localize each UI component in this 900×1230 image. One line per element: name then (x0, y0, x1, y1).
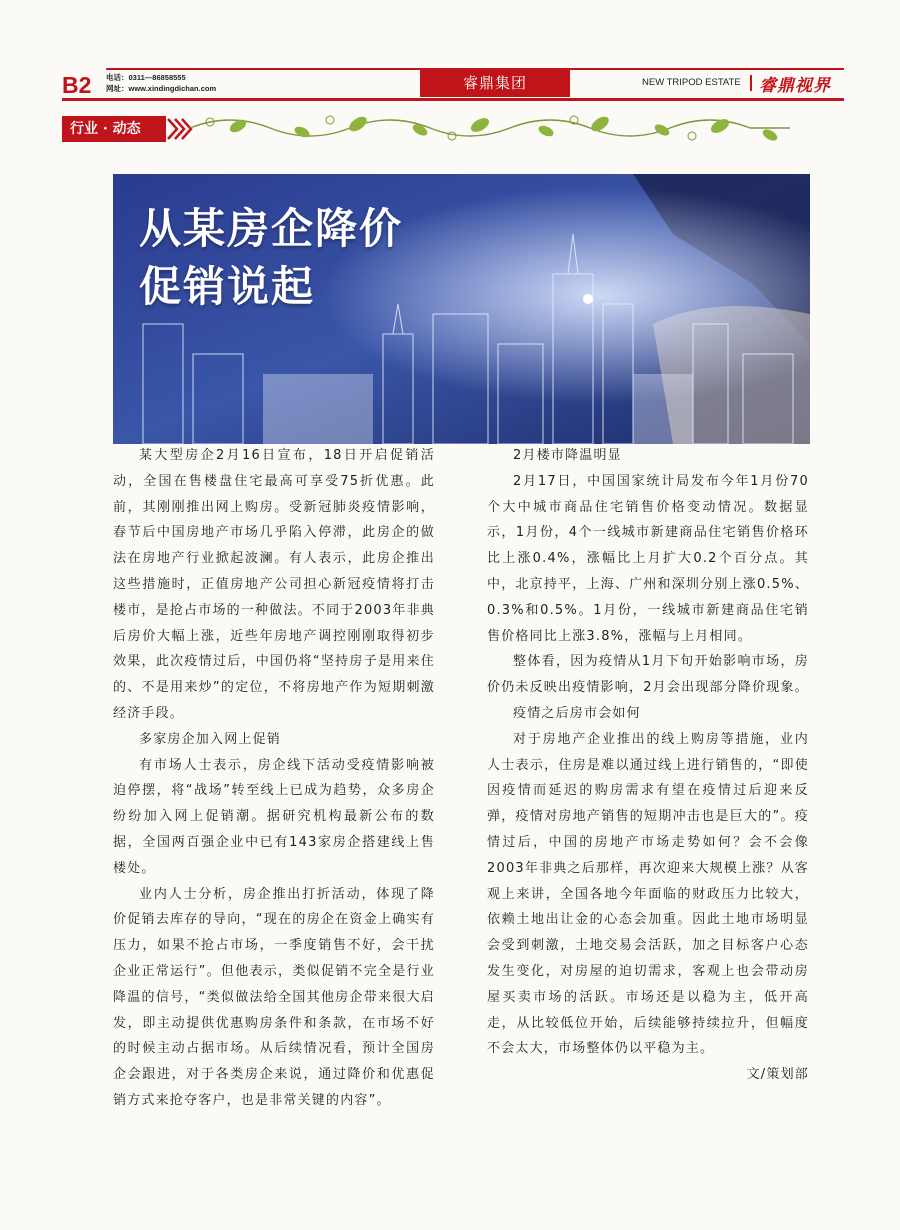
paragraph: 整体看，因为疫情从1月下旬开始影响市场，房价仍未反映出疫情影响，2月会出现部分降价现象。 (487, 654, 809, 696)
paragraph: 有市场人士表示，房企线下活动受疫情影响被迫停摆，将“战场”转至线上已成为趋势，众多房企纷纷加入网上促销潮。据研究机构最新公布的数据，全国两百强企业中已有143家房企搭建线上售楼处。 (113, 757, 435, 876)
article-column-left (113, 443, 435, 1114)
brand-label: 睿鼎集团 (420, 69, 570, 97)
subheading: 疫情之后房市会如何 (513, 705, 641, 721)
subheading: 2月楼市降温明显 (513, 448, 622, 463)
contact-info (106, 72, 216, 94)
hero-title-line1: 从某房企降价 (139, 204, 404, 253)
hero-title (139, 200, 403, 316)
subheading: 多家房企加入网上促销 (139, 731, 282, 747)
page-number: B2 (62, 72, 92, 98)
magazine-logo: 睿鼎视界 (759, 76, 831, 96)
paragraph: 业内人士分析，房企推出打折活动，体现了降价促销去库存的导向，“现在的房企在资金上确实有压力，如果不抢占市场，一季度销售不好，会干扰企业正常运行”。但他表示，类似促销不完全是行业降温的信号，“类似做法给全国其他房企带来很大启发，即主动提供优惠购房条件和条款，在市场不好的时候主动占据市场。从后续情况看，预计全国房企会跟进，对于各类房企来说，通过降价和优惠促销方式来抢夺客户，也是非常关键的内容”。 (113, 886, 435, 1108)
leaf-vine-decoration (190, 108, 790, 148)
header-bottom-rule (62, 98, 844, 101)
article-column-right (487, 443, 809, 1088)
page-header (62, 68, 844, 100)
paragraph: 某大型房企2月16日宣布，18日开启促销活动，全国在售楼盘住宅最高可享受75折优惠。此前，其刚刚推出网上购房。受新冠肺炎疫情影响，春节后中国房地产市场几乎陷入停滞，此房企的做法在房地产行业掀起波澜。有人表示，此房企推出这些措施时，正值房地产公司担心新冠疫情将打击楼市，是抢占市场的一种做法。不同于2003年非典后房价大幅上涨，近些年房地产调控刚刚取得初步效果，此次疫情过后，中国仍将“坚持房子是用来住的、不是用来炒”的定位，不将房地产作为短期刺激经济手段。 (113, 448, 435, 721)
website-text: 网址：www.xindingdichan.com (106, 84, 217, 93)
paragraph: 2月17日，中国国家统计局发布今年1月份70个大中城市商品住宅销售价格变动情况。数据显示，1月份，4个一线城市新建商品住宅销售价格环比上涨0.4%，涨幅比上月扩大0.2个百分点。其中，北京持平，上海、广州和深圳分别上涨0.5%、0.3%和0.5%。1月份，一线城市新建商品住宅销售价格同比上涨3.8%，涨幅与上月相同。 (487, 473, 809, 644)
paragraph: 对于房地产企业推出的线上购房等措施，业内人士表示，住房是难以通过线上进行销售的，“即使因疫情而延迟的购房需求有望在疫情过后迎来反弹，疫情对房地产销售的短期冲击也是巨大的”。疫情过后，中国的房地产市场走势如何？会不会像2003年非典之后那样，再次迎来大规模上涨？从客观上来讲，全国各地今年面临的财政压力比较大，依赖土地出让金的心态会加重。因此土地市场明显会受到刺激，土地交易会活跃，加之目标客户心态发生变化，对房屋的迫切需求，客观上也会带动房屋买卖市场的活跃。市场还是以稳为主，低开高走，从比较低位开始，后续能够持续拉升，但幅度不会太大，市场整体仍以平稳为主。 (487, 731, 809, 1057)
phone-text: 电话：0311—86858555 (106, 73, 186, 82)
header-divider (750, 75, 752, 91)
hero-title-line2: 促销说起 (139, 262, 316, 311)
byline: 文/策划部 (746, 1067, 809, 1083)
hero-image (113, 174, 810, 444)
english-name: NEW TRIPOD ESTATE (642, 77, 741, 88)
section-label: 行业 · 动态 (62, 116, 166, 142)
